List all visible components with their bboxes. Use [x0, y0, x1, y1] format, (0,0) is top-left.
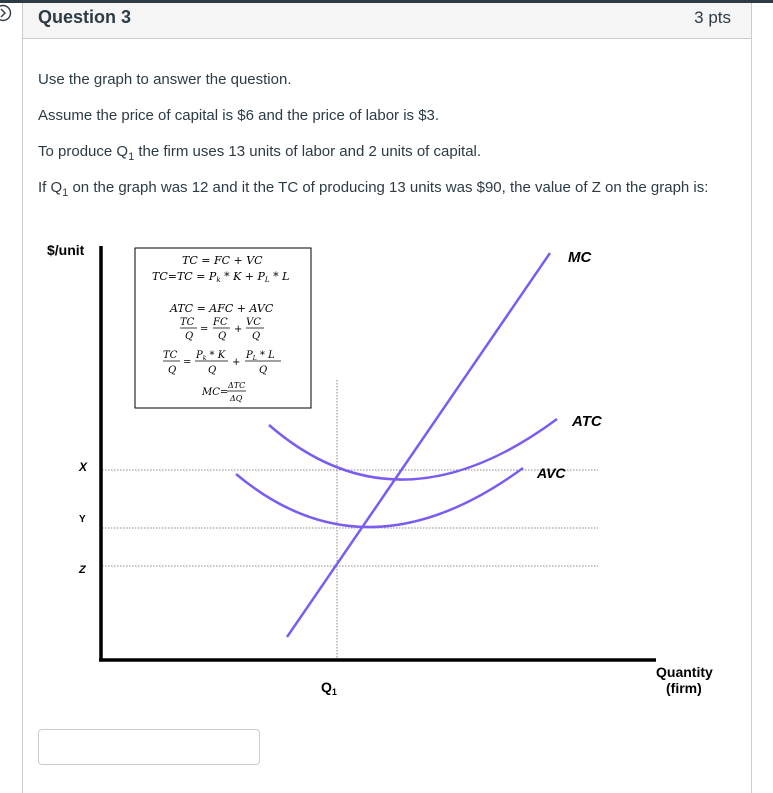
mc-curve — [287, 253, 550, 637]
cost-curve-graph — [0, 236, 773, 711]
x-tick-label: X — [79, 460, 88, 474]
q1-tick-label: $Q_1$ — [321, 679, 337, 697]
question-prompt-text: If $Q_1$ on the graph was 12 and it the TC of producing 13 units was $90, the value of Z on the graph is: — [38, 179, 709, 199]
svg-text:PL * L: $P_L$ * L — [246, 350, 275, 362]
instruction-text: Use the graph to answer the question. — [38, 71, 292, 88]
svg-text:FC: FC — [213, 317, 228, 328]
svg-text:=: = — [200, 324, 209, 335]
svg-text:+: + — [234, 324, 243, 335]
svg-text:ΔQ: ΔQ — [230, 394, 243, 403]
svg-text:Q: Q — [185, 331, 194, 342]
formula-atc: ATC = AFC + AVC — [170, 302, 274, 315]
svg-text:Pk * K: $P_k$ * K — [196, 350, 226, 362]
svg-text:ΔTC: ΔTC — [228, 381, 246, 390]
svg-text:Q: Q — [252, 331, 261, 342]
svg-text:Q: Q — [168, 365, 177, 376]
svg-text:VC: VC — [246, 317, 261, 328]
svg-text:Q: Q — [259, 365, 268, 376]
atc-label: ATC — [572, 413, 602, 430]
svg-text:+: + — [232, 357, 241, 368]
production-text: To produce $Q_1$ the firm uses 13 units of labor and 2 units of capital. — [38, 143, 482, 163]
svg-text:Q: Q — [208, 365, 217, 376]
price-assumption-text: Assume the price of capital is $6 and the price of labor is $3. — [38, 107, 440, 124]
question-header — [23, 3, 751, 39]
question-title: Question 3 — [38, 7, 132, 27]
y-axis-label: $/unit — [47, 242, 85, 258]
chevron-right-icon[interactable] — [0, 4, 12, 22]
svg-text:TC: TC — [180, 317, 195, 328]
svg-text:TC: TC — [163, 350, 178, 361]
mc-label: MC — [568, 249, 592, 266]
formula-tc-inputs: TC=TC = Pk * K + PL * L — [152, 270, 290, 284]
answer-input[interactable] — [38, 729, 260, 765]
x-axis-label-line2: (firm) — [666, 680, 702, 696]
avc-label: AVC — [537, 465, 566, 481]
z-tick-label: Z — [79, 564, 86, 576]
svg-text:=: = — [183, 357, 192, 368]
svg-text:MC=: MC= — [202, 387, 229, 398]
y-tick-label: Y — [79, 514, 86, 525]
formula-tc: TC = FC + VC — [182, 254, 263, 267]
svg-text:Q: Q — [218, 331, 227, 342]
question-points: 3 pts — [694, 8, 731, 27]
x-axis-label-line1: Quantity — [656, 664, 713, 680]
